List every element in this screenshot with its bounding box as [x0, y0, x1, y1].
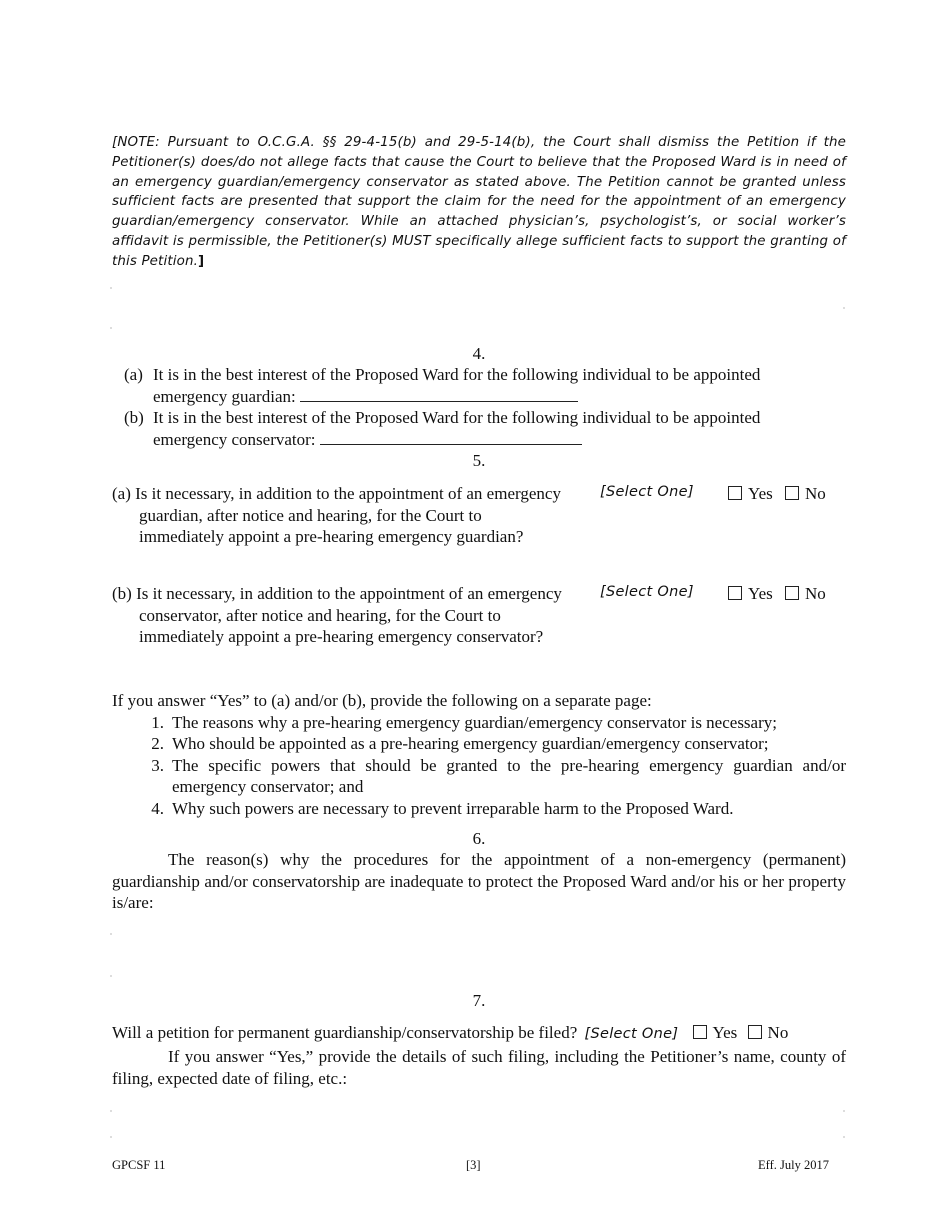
- scan-dot: [110, 1110, 112, 1112]
- section-6-text: The reason(s) why the procedures for the appointment of a non-emergency (permanent) guardianship and/or conservatorship are inadequate to protect the Proposed Ward and/or his or her property is/are:: [112, 850, 846, 912]
- section-4a: [112, 364, 846, 407]
- note-paragraph: [112, 133, 846, 272]
- scan-dot: [110, 1136, 112, 1138]
- question-5b-text: (b) Is it necessary, in addition to the appointment of an emergency conservator, after notice and hearing, for the Court to immediately appoint a pre-hearing emergency conservator?: [112, 584, 562, 646]
- yes-label-7: Yes: [712, 1023, 738, 1042]
- no-checkbox-5a[interactable]: [785, 486, 799, 500]
- scan-dot: [110, 975, 112, 977]
- required-detail-item: [112, 755, 846, 798]
- required-detail-text: The reasons why a pre-hearing emergency guardian/emergency conservator is necessary;: [172, 712, 777, 732]
- required-detail-text: Why such powers are necessary to prevent irreparable harm to the Proposed Ward.: [172, 798, 734, 818]
- no-checkbox-5b[interactable]: [785, 586, 799, 600]
- required-detail-number: 4.: [151, 798, 164, 818]
- scan-dot: [843, 1110, 845, 1112]
- section-4a-line1: It is in the best interest of the Proposed Ward for the following individual to be appointed: [153, 365, 761, 384]
- section-5-instructions: [112, 690, 846, 819]
- section-4b: [112, 407, 846, 450]
- section-5-number: 5.: [472, 451, 486, 470]
- yes-checkbox-7[interactable]: [693, 1025, 707, 1039]
- section-4-number: 4.: [472, 344, 486, 363]
- required-detail-number: 2.: [151, 734, 164, 753]
- section-7-number: 7.: [472, 991, 486, 1010]
- required-detail-item: [112, 712, 846, 734]
- section-4: [112, 364, 846, 450]
- scan-dot: [110, 327, 112, 329]
- yes-label-5b: Yes: [748, 584, 773, 603]
- section-7-details: If you answer “Yes,” provide the details of such filing, including the Petitioner’s name, county of filing, expected date of filing, etc.:: [112, 1047, 846, 1088]
- select-one-hint-5b: [Select One]: [600, 584, 694, 600]
- footer-form-id: GPCSF 11: [112, 1158, 166, 1172]
- scan-dot: [110, 933, 112, 935]
- note-close-bracket: ]: [197, 253, 205, 269]
- required-detail-item: [112, 733, 846, 755]
- footer-page-number: [3]: [466, 1158, 481, 1172]
- required-detail-text: Who should be appointed as a pre-hearing emergency guardian/emergency conservator;: [172, 734, 769, 753]
- required-details-list: [112, 712, 846, 820]
- footer-effective-date: Eff. July 2017: [758, 1158, 829, 1172]
- section-6-number: 6.: [472, 829, 486, 848]
- required-detail-number: 3.: [151, 755, 164, 775]
- emergency-guardian-name-field[interactable]: [300, 387, 578, 402]
- section-5-instruction-text: If you answer “Yes” to (a) and/or (b), provide the following on a separate page:: [112, 691, 652, 710]
- section-7-question: Will a petition for permanent guardianship/conservatorship be filed?: [112, 1023, 578, 1042]
- select-one-hint-7: [Select One]: [584, 1026, 679, 1042]
- note-text: [NOTE: Pursuant to O.C.G.A. §§ 29-4-15(b) and 29-5-14(b), the Court shall dismiss the Petition if the Petitioner(s) does/do not allege facts that cause the Court to believe that the Proposed Ward is in need of an emergency guardian/emergency conservator as stated above. The Petition cannot be granted unless sufficient facts are presented that support the claim for the need for the appointment of an emergency guardian/emergency conservator. While an attached physician’s, psychologist’s, or social worker’s affidavit is permissible, the Petitioner(s) MUST specifically allege sufficient facts to support the granting of this Petition.: [112, 135, 846, 269]
- question-5a-text: (a) Is it necessary, in addition to the appointment of an emergency guardian, after notice and hearing, for the Court to immediately appoint a pre-hearing emergency guardian?: [112, 484, 561, 546]
- question-5b: [112, 583, 562, 648]
- scan-dot: [843, 1136, 845, 1138]
- select-one-hint-5a: [Select One]: [600, 484, 694, 500]
- section-7-question-row: [112, 1022, 846, 1046]
- section-4b-line1: It is in the best interest of the Proposed Ward for the following individual to be appointed: [153, 408, 761, 427]
- answer-5b-options: [728, 583, 834, 605]
- answer-5a-options: [728, 483, 834, 505]
- scan-dot: [843, 307, 845, 309]
- section-4a-label: (a): [124, 365, 143, 384]
- no-checkbox-7[interactable]: [748, 1025, 762, 1039]
- section-4a-line2: emergency guardian:: [153, 386, 296, 406]
- scan-dot: [110, 287, 112, 289]
- yes-checkbox-5b[interactable]: [728, 586, 742, 600]
- required-detail-number: 1.: [151, 712, 164, 732]
- required-detail-item: [112, 798, 846, 820]
- section-4b-line2: emergency conservator:: [153, 429, 316, 449]
- no-label-5a: No: [805, 484, 826, 503]
- emergency-conservator-name-field[interactable]: [320, 430, 582, 445]
- no-label-7: No: [767, 1023, 789, 1042]
- no-label-5b: No: [805, 584, 826, 603]
- yes-checkbox-5a[interactable]: [728, 486, 742, 500]
- yes-label-5a: Yes: [748, 484, 773, 503]
- section-4b-label: (b): [124, 408, 144, 427]
- required-detail-text: The specific powers that should be granted to the pre-hearing emergency guardian and/or emergency conservator; and: [172, 755, 846, 796]
- question-5a: [112, 483, 562, 548]
